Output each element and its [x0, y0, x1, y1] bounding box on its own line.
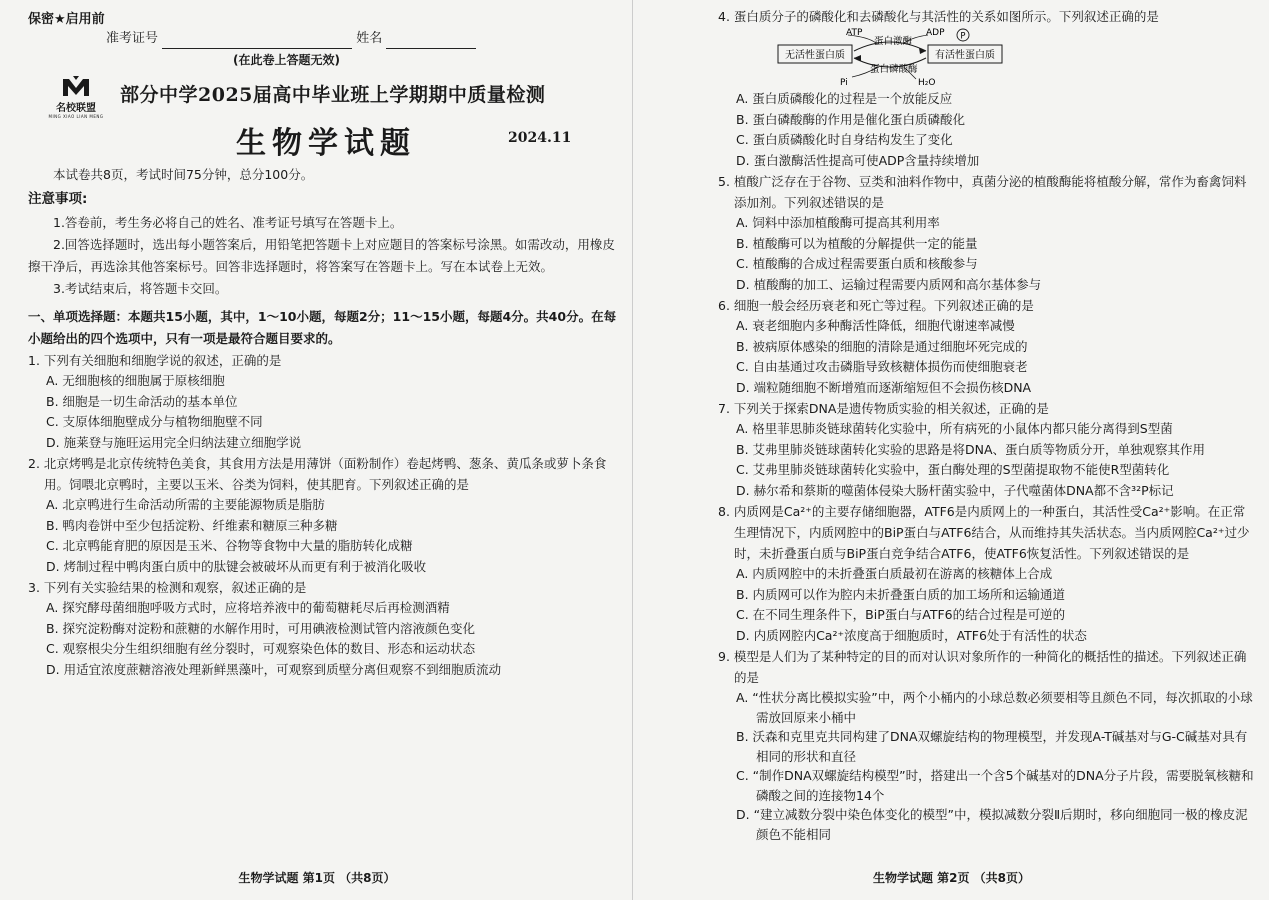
- confidential-mark: 保密★启用前: [28, 12, 105, 27]
- exam-id-blank[interactable]: [162, 34, 352, 49]
- note-item: 1.答卷前，考生务必将自己的姓名、准考证号填写在答题卡上。: [53, 215, 403, 230]
- option-c: C. 植酸酶的合成过程需要蛋白质和核酸参与: [736, 256, 978, 271]
- option-d: D. 施莱登与施旺运用完全归纳法建立细胞学说: [46, 434, 302, 450]
- notes-title: 注意事项:: [28, 191, 88, 207]
- phosphorylation-diagram: [748, 27, 1255, 89]
- name-blank[interactable]: [386, 34, 476, 49]
- question-stem: 2. 北京烤鸭是北京传统特色美食，其食用方法是用薄饼（面粉制作）卷起烤鸭、葱条、黄瓜条或萝卜条食用。饲喂北京鸭时，主要以玉米、谷类为饲料，使其肥育。下列叙述正确的是: [28, 456, 607, 492]
- active-protein-label: 有活性蛋白质: [935, 50, 995, 61]
- question-5: [718, 171, 1255, 295]
- kinase-label: 蛋白激酶: [874, 36, 913, 47]
- option-b: B. 沃森和克里克共同构建了DNA双螺旋结构的物理模型，并发现A-T碱基对与G-C碱基对具有相同的形状和直径: [736, 729, 1248, 764]
- name-label: 姓名: [356, 31, 383, 46]
- option-d: D. 植酸酶的加工、运输过程需要内质网和高尔基体参与: [736, 276, 1042, 292]
- logo-m-icon: [60, 74, 92, 98]
- option-d: D. 用适宜浓度蔗糖溶液处理新鲜黑藻叶，可观察到质壁分离但观察不到细胞质流动: [46, 661, 502, 677]
- option-b: B. 细胞是一切生命活动的基本单位: [46, 393, 238, 409]
- option-b: B. 鸭肉卷饼中至少包括淀粉、纤维素和糖原三种多糖: [46, 517, 338, 533]
- option-b: B. 探究淀粉酶对淀粉和蔗糖的水解作用时，可用碘液检测试管内溶液颜色变化: [46, 620, 476, 636]
- option-b: B. 植酸酶可以为植酸的分解提供一定的能量: [736, 235, 978, 251]
- option-d: D. 烤制过程中鸭肉蛋白质中的肽键会被破坏从而更有利于被消化吸收: [46, 558, 427, 574]
- invalid-note: (在此卷上答题无效): [233, 53, 340, 67]
- option-c: C. 艾弗里肺炎链球菌转化实验中，蛋白酶处理的S型菌提取物不能使R型菌转化: [736, 462, 1170, 477]
- note-item: 2.回答选择题时，选出每小题答案后，用铅笔把答题卡上对应题目的答案标号涂黑。如需改动，用橡皮擦干净后，再选涂其他答案标号。回答非选择题时，将答案写在答题卡上。写在本试卷上无效。: [28, 237, 615, 274]
- option-c: C. 支原体细胞壁成分与植物细胞壁不同: [46, 414, 263, 429]
- subject-title: 生物学试题: [236, 126, 416, 161]
- inactive-protein-label: 无活性蛋白质: [785, 50, 845, 61]
- question-1: [28, 350, 620, 453]
- option-a: A. 格里菲思肺炎链球菌转化实验中，所有病死的小鼠体内都只能分离得到S型菌: [736, 421, 1173, 436]
- option-a: A. 无细胞核的细胞属于原核细胞: [46, 373, 225, 388]
- subject-row: [28, 118, 620, 164]
- pi-label: Pi: [840, 78, 848, 88]
- page-footer: 生物学试题 第1页 （共8页）: [238, 871, 396, 885]
- section-heading: 一、单项选择题：本题共15小题，其中，1～10小题，每题2分；11～15小题，每题4分。共40分。在每小题给出的四个选项中，只有一项是最符合题目要求的。: [28, 309, 617, 346]
- league-logo: [46, 74, 106, 119]
- option-a: A. 北京鸭进行生命活动所需的主要能源物质是脂肪: [46, 497, 325, 512]
- h2o-label: H₂O: [918, 78, 936, 88]
- exam-date: 2024.11: [508, 130, 572, 146]
- question-stem: 6. 细胞一般会经历衰老和死亡等过程。下列叙述正确的是: [718, 298, 1034, 313]
- question-stem: 8. 内质网是Ca²⁺的主要存储细胞器，ATF6是内质网上的一种蛋白，其活性受Ca²⁺影响。在正常生理情况下，内质网腔中的BiP蛋白与ATF6结合，从而维持其失活状态。当内质网腔Ca²⁺过少时，未折叠蛋白质与BiP蛋白竞争结合ATF6，使ATF6恢复活性。下列叙述错误的是: [718, 504, 1250, 561]
- option-c: C. 蛋白质磷酸化时自身结构发生了变化: [736, 132, 953, 147]
- phosphatase-label: 蛋白磷酸酶: [870, 64, 918, 75]
- atp-label: ATP: [846, 28, 863, 38]
- option-c: C. 自由基通过攻击磷脂导致核糖体损伤而使细胞衰老: [736, 359, 1028, 374]
- logo-pinyin: MING XIAO LIAN MENG: [48, 114, 104, 119]
- question-stem: 5. 植酸广泛存在于谷物、豆类和油料作物中，真菌分泌的植酸酶能将植酸分解，常作为畜禽饲料添加剂。下列叙述错误的是: [718, 174, 1247, 210]
- option-a: A. 饲料中添加植酸酶可提高其利用率: [736, 215, 940, 230]
- question-stem: 1. 下列有关细胞和细胞学说的叙述，正确的是: [28, 353, 282, 368]
- exam-intro: 本试卷共8页，考试时间75分钟，总分100分。: [53, 167, 314, 182]
- adp-label: ADP: [926, 28, 945, 38]
- page-footer: 生物学试题 第2页 （共8页）: [872, 871, 1031, 885]
- option-d: D. 内质网腔内Ca²⁺浓度高于细胞质时，ATF6处于有活性的状态: [736, 627, 1087, 643]
- question-7: [718, 398, 1255, 501]
- option-a: A. 内质网腔中的未折叠蛋白质最初在游离的核糖体上合成: [736, 566, 1053, 581]
- question-stem: 7. 下列关于探索DNA是遗传物质实验的相关叙述，正确的是: [718, 401, 1049, 416]
- question-6: [718, 295, 1255, 398]
- question-2: [28, 453, 620, 577]
- option-c: C. 北京鸭能育肥的原因是玉米、谷物等食物中大量的脂肪转化成糖: [46, 538, 413, 553]
- option-b: B. 内质网可以作为腔内未折叠蛋白质的加工场所和运输通道: [736, 586, 1066, 602]
- option-a: A. 蛋白质磷酸化的过程是一个放能反应: [736, 91, 953, 106]
- option-d: D. 赫尔希和蔡斯的噬菌体侵染大肠杆菌实验中，子代噬菌体DNA都不含³²P标记: [736, 482, 1174, 498]
- option-c: C. 在不同生理条件下，BiP蛋白与ATF6的结合过程是可逆的: [736, 607, 1066, 622]
- header-brand-row: [28, 74, 620, 118]
- question-stem: 3. 下列有关实验结果的检测和观察，叙述正确的是: [28, 580, 307, 595]
- option-d: D. 端粒随细胞不断增殖而逐渐缩短但不会损伤核DNA: [736, 379, 1032, 395]
- option-c: C. 观察根尖分生组织细胞有丝分裂时，可观察染色体的数目、形态和运动状态: [46, 641, 476, 656]
- exam-id-label: 准考证号: [106, 31, 159, 46]
- exam-page-1: [0, 0, 634, 900]
- option-a: A. 探究酵母菌细胞呼吸方式时，应将培养液中的葡萄糖耗尽后再检测酒精: [46, 600, 450, 615]
- option-b: B. 艾弗里肺炎链球菌转化实验的思路是将DNA、蛋白质等物质分开，单独观察其作用: [736, 441, 1206, 457]
- option-d: D. “建立减数分裂中染色体变化的模型”中，模拟减数分裂Ⅱ后期时，移向细胞同一极的橡皮泥颜色不能相同: [736, 807, 1248, 842]
- option-c: C. “制作DNA双螺旋结构模型”时，搭建出一个含5个碱基对的DNA分子片段，需要脱氧核糖和磷酸之间的连接物14个: [736, 768, 1254, 803]
- option-a: A. 衰老细胞内多种酶活性降低，细胞代谢速率减慢: [736, 318, 1015, 333]
- option-b: B. 蛋白磷酸酶的作用是催化蛋白质磷酸化: [736, 111, 966, 127]
- logo-name: 名校联盟: [56, 103, 96, 114]
- note-item: 3.考试结束后，将答题卡交回。: [53, 281, 228, 296]
- phosphate-label: P: [960, 31, 966, 42]
- question-9: [718, 646, 1255, 844]
- option-b: B. 被病原体感染的细胞的清除是通过细胞坏死完成的: [736, 338, 1028, 354]
- option-a: A. “性状分离比模拟实验”中，两个小桶内的小球总数必须要相等且颜色不同，每次抓取的小球需放回原来小桶中: [736, 690, 1253, 725]
- question-8: [718, 501, 1255, 646]
- question-3: [28, 577, 620, 680]
- question-stem: 4. 蛋白质分子的磷酸化和去磷酸化与其活性的关系如图所示。下列叙述正确的是: [718, 9, 1159, 24]
- exam-page-2: [634, 0, 1269, 900]
- option-d: D. 蛋白激酶活性提高可使ADP含量持续增加: [736, 152, 980, 168]
- exam-title: 部分中学2025届高中毕业班上学期期中质量检测: [120, 84, 546, 106]
- question-4: [718, 6, 1255, 171]
- question-stem: 9. 模型是人们为了某种特定的目的而对认识对象所作的一种简化的概括性的描述。下列叙述正确的是: [718, 649, 1247, 685]
- candidate-info-row: [106, 29, 620, 49]
